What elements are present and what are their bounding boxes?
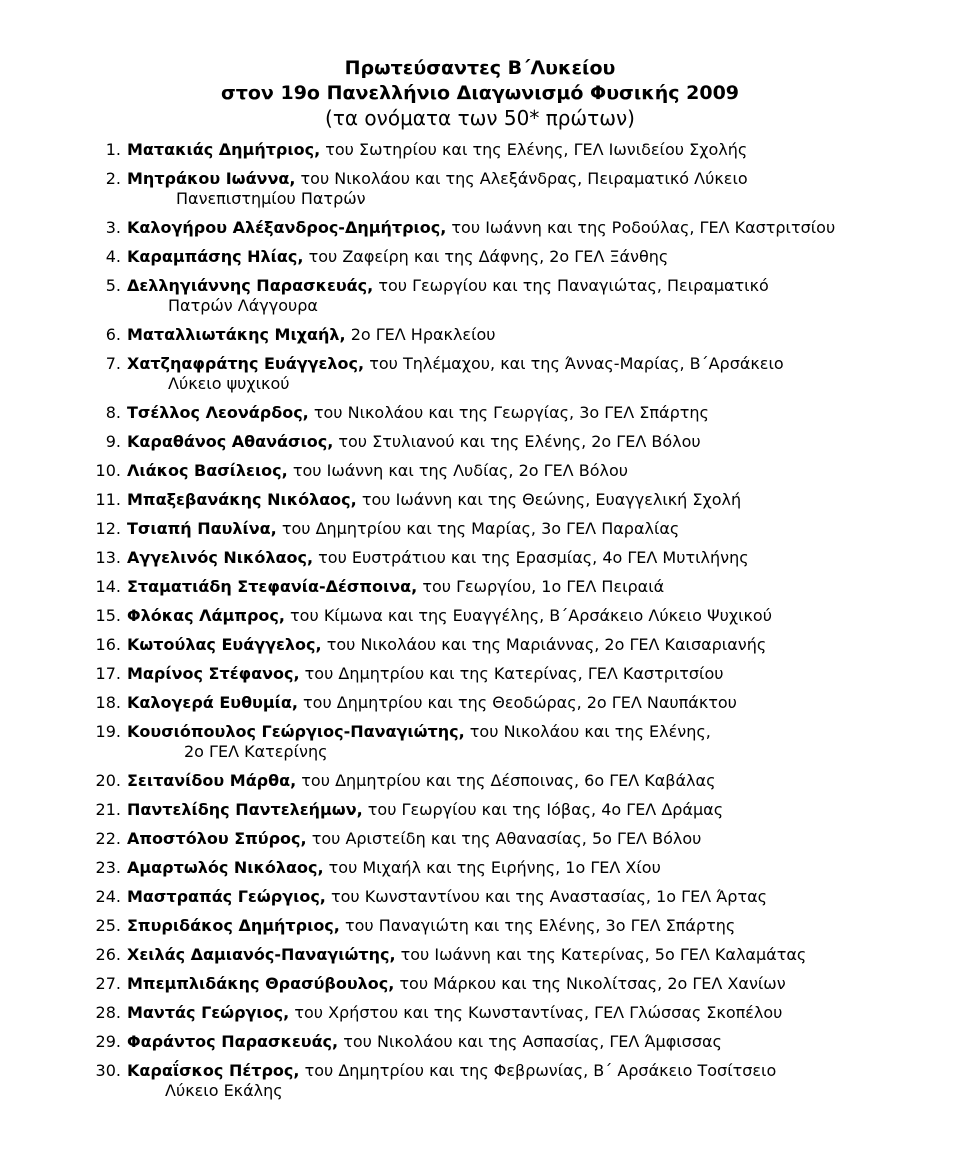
list-item-text (127, 606, 772, 626)
student-name: Σπυριδάκος Δημήτριος, (127, 916, 340, 935)
student-details-continuation: Πανεπιστημίου Πατρών (176, 189, 366, 208)
list-item-number: 2. (105, 169, 121, 188)
student-details: του Ιωάννη και της Θεώνης, Ευαγγελική Σχολή (361, 490, 742, 509)
list-item-row (0, 276, 960, 296)
list-item (0, 432, 960, 452)
list-item-number: 23. (95, 858, 121, 877)
student-details: του Νικολάου και της Γεωργίας, 3ο ΓΕΛ Σπάρτης (313, 403, 709, 422)
list-item-number: 24. (95, 887, 121, 906)
student-name: Μπεμπλιδάκης Θρασύβουλος, (127, 974, 395, 993)
list-item-row (0, 858, 960, 878)
list-item-number: 30. (95, 1061, 121, 1080)
list-item-number: 26. (95, 945, 121, 964)
list-item (0, 664, 960, 684)
student-details: του Γεωργίου και της Παναγιώτας, Πειραματικό (378, 276, 769, 295)
list-item-row (0, 635, 960, 655)
list-item (0, 218, 960, 238)
list-item-text (127, 1003, 782, 1023)
student-name: Σταματιάδη Στεφανία-Δέσποινα, (127, 577, 418, 596)
list-item-row (0, 247, 960, 267)
list-item (0, 403, 960, 423)
list-item-text (127, 858, 661, 878)
student-details: του Δημητρίου και της Θεοδώρας, 2ο ΓΕΛ Ναυπάκτου (303, 693, 737, 712)
student-details: του Δημητρίου και της Δέσποινας, 6ο ΓΕΛ Καβάλας (301, 771, 716, 790)
list-item-text (127, 140, 747, 160)
student-details: του Ιωάννη και της Λυδίας, 2ο ΓΕΛ Βόλου (292, 461, 628, 480)
list-item (0, 519, 960, 539)
student-name: Καραΐσκος Πέτρος, (127, 1061, 300, 1080)
list-item (0, 548, 960, 568)
student-details: του Ευστράτιου και της Ερασμίας, 4ο ΓΕΛ Μυτιλήνης (318, 548, 749, 567)
list-item-number: 22. (95, 829, 121, 848)
list-item-row (0, 771, 960, 791)
list-item-row (0, 140, 960, 160)
student-details: του Κωνσταντίνου και της Αναστασίας, 1ο ΓΕΛ Άρτας (330, 887, 768, 906)
list-item-text (127, 548, 749, 568)
list-item (0, 606, 960, 626)
list-item-text (127, 829, 701, 849)
list-item-row (0, 664, 960, 684)
list-item-number: 11. (95, 490, 121, 509)
list-item-text (127, 974, 786, 994)
student-name: Λιάκος Βασίλειος, (127, 461, 288, 480)
list-item-number: 10. (95, 461, 121, 480)
list-item-row (0, 916, 960, 936)
list-item-text (127, 461, 628, 481)
list-item-number: 15. (95, 606, 121, 625)
list-item (0, 722, 960, 762)
list-item-row (0, 800, 960, 820)
list-item-row (0, 169, 960, 189)
list-item-number: 17. (95, 664, 121, 683)
title-line-3: (τα ονόματα των 50* πρώτων) (325, 106, 635, 130)
student-details: του Νικολάου και της Αλεξάνδρας, Πειραματικό Λύκειο (300, 169, 748, 188)
list-item-number: 27. (95, 974, 121, 993)
list-item-text (127, 800, 723, 820)
list-item-row (0, 829, 960, 849)
list-item (0, 635, 960, 655)
student-details: του Γεωργίου και της Ιόβας, 4ο ΓΕΛ Δράμας (367, 800, 724, 819)
list-item-row (0, 1032, 960, 1052)
list-item-number: 8. (105, 403, 121, 422)
student-details: του Νικολάου και της Ελένης, (469, 722, 711, 741)
list-item (0, 974, 960, 994)
student-details: του Ζαφείρη και της Δάφνης, 2ο ΓΕΛ Ξάνθης (308, 247, 669, 266)
list-item-number: 28. (95, 1003, 121, 1022)
student-details: του Αριστείδη και της Αθανασίας, 5ο ΓΕΛ Βόλου (311, 829, 702, 848)
list-item (0, 577, 960, 597)
student-name: Μαρίνος Στέφανος, (127, 664, 300, 683)
list-item-text (127, 577, 664, 597)
student-name: Καραμπάσης Ηλίας, (127, 247, 304, 266)
student-name: Κουσιόπουλος Γεώργιος-Παναγιώτης, (127, 722, 465, 741)
student-details: του Μιχαήλ και της Ειρήνης, 1ο ΓΕΛ Χίου (328, 858, 661, 877)
list-item (0, 858, 960, 878)
list-item (0, 945, 960, 965)
student-name: Μητράκου Ιωάννα, (127, 169, 296, 188)
list-item (0, 325, 960, 345)
student-details: του Δημητρίου και της Φεβρωνίας, Β΄ Αρσάκειο Τοσίτσειο (304, 1061, 777, 1080)
list-item-text (127, 664, 724, 684)
student-name: Αμαρτωλός Νικόλαος, (127, 858, 324, 877)
student-details: του Παναγιώτη και της Ελένης, 3ο ΓΕΛ Σπάρτης (344, 916, 736, 935)
student-name: Φλόκας Λάμπρος, (127, 606, 285, 625)
list-item-row (0, 218, 960, 238)
student-name: Φαράντος Παρασκευάς, (127, 1032, 339, 1051)
student-name: Καραθάνος Αθανάσιος, (127, 432, 334, 451)
list-item-number: 13. (95, 548, 121, 567)
list-item-row (0, 548, 960, 568)
list-item-row (0, 606, 960, 626)
list-item-text (127, 1061, 776, 1081)
list-item-text (127, 722, 711, 742)
list-item-number: 9. (105, 432, 121, 451)
list-item-text (127, 887, 767, 907)
student-details: του Τηλέμαχου, και της Άννας-Μαρίας, Β΄Αρσάκειο (369, 354, 784, 373)
list-item (0, 693, 960, 713)
list-item-text (127, 916, 735, 936)
list-item-number: 4. (105, 247, 121, 266)
list-item-number: 14. (95, 577, 121, 596)
list-item-row (0, 325, 960, 345)
student-name: Μαστραπάς Γεώργιος, (127, 887, 326, 906)
list-item-number: 16. (95, 635, 121, 654)
list-item (0, 169, 960, 209)
student-name: Παντελίδης Παντελεήμων, (127, 800, 363, 819)
list-item-text (127, 519, 679, 539)
student-name: Χατζηαφράτης Ευάγγελος, (127, 354, 365, 373)
document-header (0, 0, 960, 131)
list-item-row (0, 887, 960, 907)
student-name: Ματαλλιωτάκης Μιχαήλ, (127, 325, 346, 344)
list-item-number: 5. (105, 276, 121, 295)
list-item-row (0, 722, 960, 742)
student-name: Μπαξεβανάκης Νικόλαος, (127, 490, 357, 509)
list-item-row (0, 354, 960, 374)
list-item (0, 800, 960, 820)
student-details: του Μάρκου και της Νικολίτσας, 2ο ΓΕΛ Χανίων (399, 974, 786, 993)
list-item-row (0, 490, 960, 510)
list-item-text (127, 945, 806, 965)
list-item (0, 490, 960, 510)
student-details: του Χρήστου και της Κωνσταντίνας, ΓΕΛ Γλώσσας Σκοπέλου (294, 1003, 783, 1022)
student-details: 2ο ΓΕΛ Ηρακλείου (350, 325, 496, 344)
list-item-number: 1. (105, 140, 121, 159)
list-item-number: 20. (95, 771, 121, 790)
student-name: Μαντάς Γεώργιος, (127, 1003, 290, 1022)
list-item-text (127, 169, 748, 189)
ranking-list (0, 140, 960, 1101)
student-name: Καλογήρου Αλέξανδρος-Δημήτριος, (127, 218, 447, 237)
list-item-text (127, 771, 715, 791)
student-name: Αποστόλου Σπύρος, (127, 829, 307, 848)
list-item-text (127, 354, 784, 374)
list-item-row (0, 974, 960, 994)
list-item-number: 25. (95, 916, 121, 935)
student-details-continuation: Λύκειο ψυχικού (168, 374, 290, 393)
list-item-number: 18. (95, 693, 121, 712)
list-item (0, 1003, 960, 1023)
list-item-row (0, 519, 960, 539)
list-item-text (127, 403, 709, 423)
list-item-row (0, 403, 960, 423)
student-details: του Ιωάννη και της Ροδούλας, ΓΕΛ Καστριτσίου (451, 218, 836, 237)
list-item (0, 829, 960, 849)
list-item (0, 1061, 960, 1101)
list-item-text (127, 635, 766, 655)
student-details-continuation: Πατρών Λάγγουρα (168, 296, 318, 315)
student-name: Σειτανίδου Μάρθα, (127, 771, 297, 790)
student-name: Τσέλλος Λεονάρδος, (127, 403, 309, 422)
student-details: του Γεωργίου, 1ο ΓΕΛ Πειραιά (422, 577, 665, 596)
list-item (0, 461, 960, 481)
list-item (0, 140, 960, 160)
list-item-number: 29. (95, 1032, 121, 1051)
list-item-number: 6. (105, 325, 121, 344)
student-name: Αγγελινός Νικόλαος, (127, 548, 314, 567)
list-item (0, 887, 960, 907)
title-line-1: Πρωτεύσαντες Β΄Λυκείου (344, 57, 616, 79)
list-item (0, 354, 960, 394)
student-name: Ματακιάς Δημήτριος, (127, 140, 321, 159)
list-item-text (127, 247, 668, 267)
list-item-row (0, 1003, 960, 1023)
list-item-text (127, 490, 741, 510)
student-name: Χειλάς Δαμιανός-Παναγιώτης, (127, 945, 396, 964)
student-details: του Νικολάου και της Ασπασίας, ΓΕΛ Άμφισσας (343, 1032, 722, 1051)
student-details-continuation: Λύκειο Εκάλης (165, 1081, 283, 1100)
list-item-text (127, 693, 737, 713)
list-item-row (0, 461, 960, 481)
list-item-number: 19. (95, 722, 121, 741)
list-item-row (0, 432, 960, 452)
student-details: του Κίμωνα και της Ευαγγέλης, Β΄Αρσάκειο Λύκειο Ψυχικού (290, 606, 772, 625)
list-item-row (0, 693, 960, 713)
list-item (0, 916, 960, 936)
student-details: του Σωτηρίου και της Ελένης, ΓΕΛ Ιωνιδείου Σχολής (325, 140, 748, 159)
student-name: Δελληγιάννης Παρασκευάς, (127, 276, 374, 295)
student-name: Κωτούλας Ευάγγελος, (127, 635, 322, 654)
list-item-text (127, 276, 769, 296)
list-item-text (127, 1032, 722, 1052)
list-item-number: 12. (95, 519, 121, 538)
student-details-continuation: 2ο ΓΕΛ Κατερίνης (184, 742, 328, 761)
title-line-2: στον 19ο Πανελλήνιο Διαγωνισμό Φυσικής 2009 (220, 82, 740, 104)
list-item-number: 3. (105, 218, 121, 237)
student-details: του Δημητρίου και της Μαρίας, 3ο ΓΕΛ Παραλίας (281, 519, 680, 538)
list-item-number: 21. (95, 800, 121, 819)
list-item-text (127, 432, 701, 452)
list-item (0, 771, 960, 791)
student-name: Τσιαπή Παυλίνα, (127, 519, 277, 538)
student-name: Καλογερά Ευθυμία, (127, 693, 298, 712)
student-details: του Δημητρίου και της Κατερίνας, ΓΕΛ Καστριτσίου (304, 664, 724, 683)
list-item-text (127, 218, 835, 238)
list-item (0, 276, 960, 316)
list-item-row (0, 945, 960, 965)
list-item-row (0, 1061, 960, 1081)
list-item-number: 7. (105, 354, 121, 373)
student-details: του Ιωάννη και της Κατερίνας, 5ο ΓΕΛ Καλαμάτας (400, 945, 807, 964)
list-item (0, 247, 960, 267)
list-item (0, 1032, 960, 1052)
student-details: του Στυλιανού και της Ελένης, 2ο ΓΕΛ Βόλου (338, 432, 701, 451)
list-item-row (0, 577, 960, 597)
student-details: του Νικολάου και της Μαριάννας, 2ο ΓΕΛ Καισαριανής (326, 635, 767, 654)
list-item-text (127, 325, 496, 345)
